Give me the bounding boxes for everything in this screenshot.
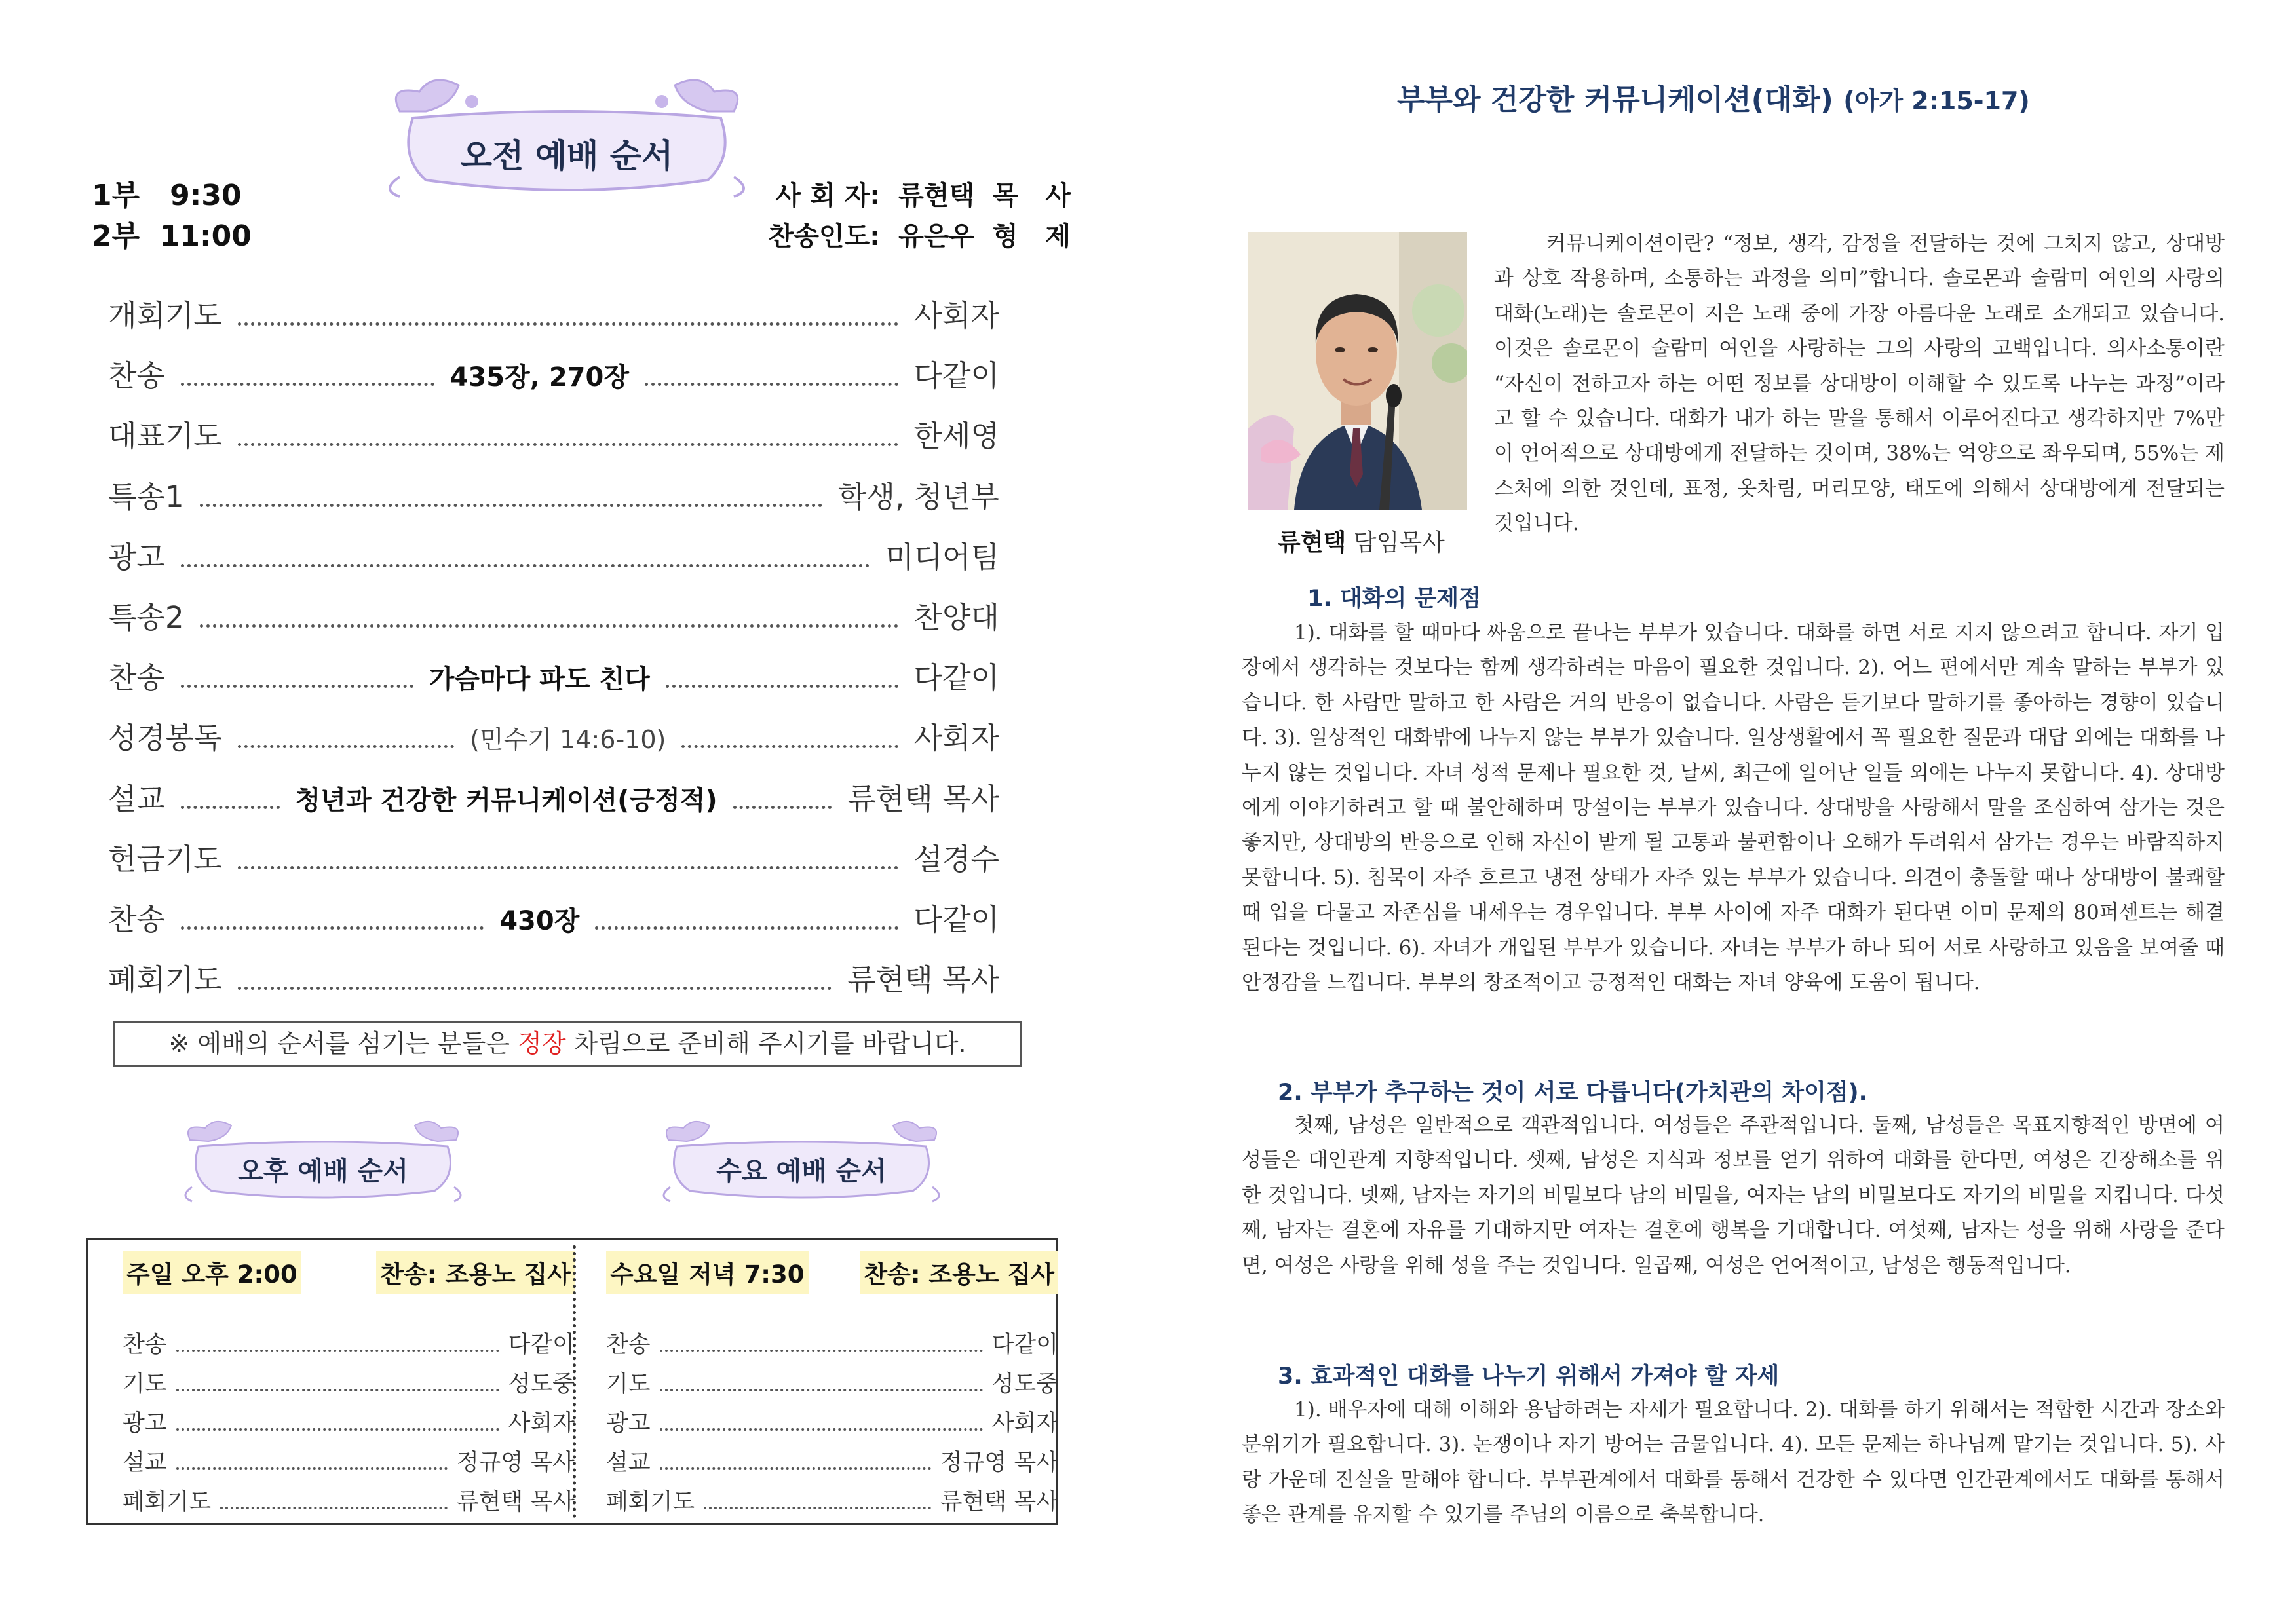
order-person: 찬양대 [913,599,999,635]
sermon-title [1397,76,2030,118]
order-label: 찬송 [108,358,165,394]
dot-leader [200,624,898,628]
order-label: 개회기도 [108,298,222,333]
afternoon-order-row [123,1327,575,1366]
second-service-time: 2부 11:00 [92,219,252,253]
wednesday-order-row [606,1405,1058,1445]
wednesday-order-row [606,1445,1058,1484]
dot-leader [200,504,822,507]
sermon-intro: 커뮤니케이션이란? “정보, 생각, 감정을 전달하는 것에 그치지 않고, 상대방과 상호 작용하며, 소통하는 과정을 의미”합니다. 솔로몬과 술람미 여인의 사랑의 대화(노래)는 솔로몬이 지은 노래 중에 가장 아름다운 노래로 소개되고 있습니다. 이것은 솔로몬이 술람미 여인을 사랑하는 그의 사랑의 고백입니다. 의사소통이란 “자신이 전하고자 하는 어떤 정보를 상대방이 이해할 수 있도록 나누는 과정”이라고 할 수 있습니다. 대화가 내가 하는 말을 통해서 이루어진다고 생각하지만 7%만이 언어적으로 상대방에게 전달하는 것이며, 38%는 억양으로 좌우되며, 55%는 제스처에 의한 것인데, 표정, 옷차림, 머리모양, 태도에 의해서 상대방에게 전달되는 것입니다. [1494,232,2225,536]
order-person: 한세영 [913,419,999,454]
dot-leader [238,443,898,446]
order-person: 사회자 [913,298,999,333]
order-label: 광고 [123,1410,167,1437]
order-label: 설교 [108,781,165,816]
wednesday-order-row [606,1327,1058,1366]
morning-banner [373,66,760,203]
dot-leader [181,685,413,688]
dot-leader [704,1507,931,1509]
order-person: 류현택 목사 [456,1489,575,1515]
order-person: 설경수 [913,841,999,877]
afternoon-service-time: 주일 오후 2:00 [123,1251,301,1294]
dot-leader [660,1350,983,1352]
order-row [108,352,999,412]
order-label: 폐회기도 [108,962,222,998]
pastor-photo [1248,232,1467,510]
order-person: 다같이 [508,1332,575,1358]
order-person: 류현택 목사 [847,781,999,816]
wednesday-order-row [606,1484,1058,1523]
dot-leader [176,1350,499,1352]
notice-suffix: 차림으로 준비해 주시기를 바랍니다. [565,1029,966,1058]
order-row [108,473,999,533]
order-label: 헌금기도 [108,841,222,877]
order-detail: 청년과 건강한 커뮤니케이션(긍정적) [295,785,718,816]
pastor-name: 류현택 [1278,529,1347,556]
wednesday-service-header [606,1251,1058,1294]
dot-leader [181,806,280,809]
order-row [108,775,999,835]
order-label: 기도 [123,1371,167,1397]
wednesday-order-list [606,1327,1058,1523]
order-label: 폐회기도 [123,1489,212,1515]
dot-leader [238,987,832,990]
order-row [108,956,999,1016]
order-detail: 435장, 270장 [450,362,629,393]
column-divider [573,1245,576,1518]
pastor-role: 담임목사 [1353,529,1445,556]
dot-leader [238,322,898,326]
afternoon-banner-title: 오후 예배 순서 [238,1156,408,1186]
order-person: 정규영 목사 [456,1450,575,1476]
section-2-body: 첫째, 남성은 일반적으로 객관적입니다. 여성들은 주관적입니다. 둘째, 남성들은 목표지향적인 방면에 여성들은 대인관계 지향적입니다. 셋째, 남성은 지식과 정보를 얻기 위하여 대화를 한다면, 여성은 긴장해소를 위한 것입니다. 넷째, 남자는 자기의 비밀보다 남의 비밀을, 여자는 남의 비밀보다도 자기의 비밀을 지킵니다. 다섯째, 남자는 결혼에 자유를 기대하지만 여자는 결혼에 행복을 기대합니다. 여섯째, 남자는 성을 위해 사랑을 준다면, 여성은 사랑을 위해 성을 주는 것입니다. 일곱째, 여성은 언어적이고, 남성은 행동적입니다. [1242,1114,2225,1277]
order-person: 정규영 목사 [940,1450,1058,1476]
afternoon-order-row [123,1366,575,1405]
dot-leader [181,564,870,567]
afternoon-banner [176,1114,470,1205]
notice-prefix: ※ 예배의 순서를 섬기는 분들은 [168,1029,518,1058]
order-person: 다같이 [913,358,999,394]
order-person: 학생, 청년부 [838,479,999,514]
notice-highlight: 정장 [518,1029,566,1058]
order-row [108,654,999,714]
order-person: 사회자 [508,1410,575,1437]
wednesday-order-row [606,1366,1058,1405]
order-row [108,896,999,956]
order-row [108,533,999,594]
afternoon-order-row [123,1405,575,1445]
section-1-heading: 1. 대화의 문제점 [1307,586,1481,612]
dot-leader [660,1389,983,1391]
order-person: 다같이 [991,1332,1058,1358]
first-service-time: 1부 9:30 [92,179,242,212]
order-row [108,292,999,352]
evening-services-box [86,1238,1058,1525]
service-times [92,176,252,257]
wednesday-service-time: 수요일 저녁 7:30 [606,1251,809,1294]
order-person: 사회자 [913,721,1000,756]
pastor-photo-illustration [1248,232,1467,510]
order-person: 성도중 [991,1371,1058,1397]
order-label: 특송1 [108,479,184,514]
dot-leader [645,383,898,386]
order-row [108,835,999,896]
order-person: 류현택 목사 [940,1489,1058,1515]
afternoon-song-leader: 찬송: 조용노 집사 [376,1251,575,1294]
morning-order-list [108,292,999,1016]
dress-notice [113,1021,1022,1067]
order-label: 기도 [606,1371,651,1397]
dot-leader [176,1467,448,1470]
order-label: 설교 [123,1450,167,1476]
order-label: 찬송 [123,1332,167,1358]
order-label: 설교 [606,1450,651,1476]
order-person: 다같이 [913,901,1000,937]
order-label: 찬송 [108,901,165,937]
order-label: 찬송 [108,660,165,696]
section-2-heading: 2. 부부가 추구하는 것이 서로 다릅니다(가치관의 차이점). [1278,1080,1867,1106]
wednesday-banner-title: 수요 예배 순서 [716,1156,887,1186]
order-person: 다같이 [913,660,1000,696]
order-person: 사회자 [991,1410,1058,1437]
section-3-heading: 3. 효과적인 대화를 나누기 위해서 가져야 할 자세 [1278,1363,1780,1389]
dot-leader [181,926,484,930]
order-row [108,412,999,472]
order-label: 광고 [606,1410,651,1437]
dot-leader [238,866,898,869]
dot-leader [181,383,434,386]
morning-banner-title: 오전 예배 순서 [460,137,674,175]
wednesday-service-column [606,1240,1058,1523]
pastor-caption [1278,524,1445,557]
dot-leader [733,806,832,809]
wednesday-banner [654,1114,949,1205]
wednesday-song-leader: 찬송: 조용노 집사 [860,1251,1058,1294]
section-3-body: 1). 배우자에 대해 이해와 용납하려는 자세가 필요합니다. 2). 대화를 하기 위해서는 적합한 시간과 장소와 분위기가 필요합니다. 3). 논쟁이나 자기 방어는 금물입니다. 4). 모든 문제는 하나님께 맡기는 것입니다. 5). 사랑 가운데 진실을 말해야 합니다. 부부관계에서 대화를 통해서 건강한 수 있다면 인간관계에서도 대화를 통해서 좋은 관계를 유지할 수 있기를 주님의 이름으로 축복합니다. [1242,1398,2225,1527]
order-row [108,714,999,774]
order-detail: 430장 [499,905,580,936]
section-1-body: 1). 대화를 할 때마다 싸움으로 끝나는 부부가 있습니다. 대화를 하면 서로 지지 않으려고 합니다. 자기 입장에서 생각하는 것보다는 함께 생각하려는 마음이 필요한 것입니다. 2). 어느 편에서만 계속 말하는 부부가 있습니다. 한 사람만 말하고 한 사람은 거의 반응이 없습니다. 사람은 듣기보다 말하기를 좋아하는 경향이 있습니다. 3). 일상적인 대화밖에 나누지 않는 부부가 있습니다. 일상생활에서 꼭 필요한 질문과 대답 외에는 대화를 나누지 않는 것입니다. 자녀 성적 문제나 필요한 것, 날씨, 최근에 일어난 일들 외에는 나누지 못합니다. 4). 상대방에게 이야기하려고 할 때 불안해하며 망설이는 부부가 있습니다. 상대방을 사랑해서 말을 조심하여 삼가는 것은 좋지만, 상대방의 반응으로 인해 자신이 받게 될 고통과 불편함이나 오해가 두려워서 삼가는 경우는 바람직하지 못합니다. 5). 침묵이 자주 흐르고 냉전 상태가 자주 있는 부부가 있습니다. 의견이 충돌할 때나 상대방이 불쾌할 때 입을 다물고 자존심을 내세우는 경우입니다. 부부 사이에 자주 대화가 된다면 이미 문제의 80퍼센트는 해결된다는 것입니다. 6). 자녀가 개입된 부부가 있습니다. 자녀는 부부가 하나 되어 서로 사랑하고 있음을 보여줄 때 안정감을 느낍니다. 부부의 창조적이고 긍정적인 대화는 자녀 양육에 도움이 됩니다. [1242,621,2225,995]
order-row [108,594,999,654]
order-label: 폐회기도 [606,1489,695,1515]
order-label: 광고 [108,539,165,575]
order-person: 성도중 [508,1371,575,1397]
dot-leader [595,926,898,930]
dot-leader [238,745,454,748]
order-person: 미디어팀 [885,539,999,575]
order-label: 성경봉독 [108,721,222,756]
afternoon-service-header [123,1251,575,1294]
dot-leader [666,685,898,688]
order-label: 찬송 [606,1332,651,1358]
service-leaders [769,176,1071,257]
afternoon-service-column [123,1240,575,1523]
afternoon-order-row [123,1445,575,1484]
order-label: 특송2 [108,599,184,635]
dot-leader [220,1507,448,1509]
order-label: 대표기도 [108,419,222,454]
sermon-reference: (아가 2:15-17) [1843,86,2030,115]
dot-leader [681,745,898,748]
dot-leader [176,1389,499,1391]
dot-leader [176,1428,499,1431]
sermon-title-text: 부부와 건강한 커뮤니케이션(대화) [1397,83,1833,117]
dot-leader [660,1428,983,1431]
order-person: 류현택 목사 [847,962,999,998]
order-detail: (민수기 14:6-10) [470,725,666,755]
song-leader-line: 찬송인도: 유은우 형 제 [768,221,1071,252]
presider-line: 사 회 자: 류현택 목 사 [775,181,1071,211]
afternoon-order-list [123,1327,575,1523]
afternoon-order-row [123,1484,575,1523]
dot-leader [660,1467,931,1470]
order-detail: 가슴마다 파도 친다 [429,664,650,695]
